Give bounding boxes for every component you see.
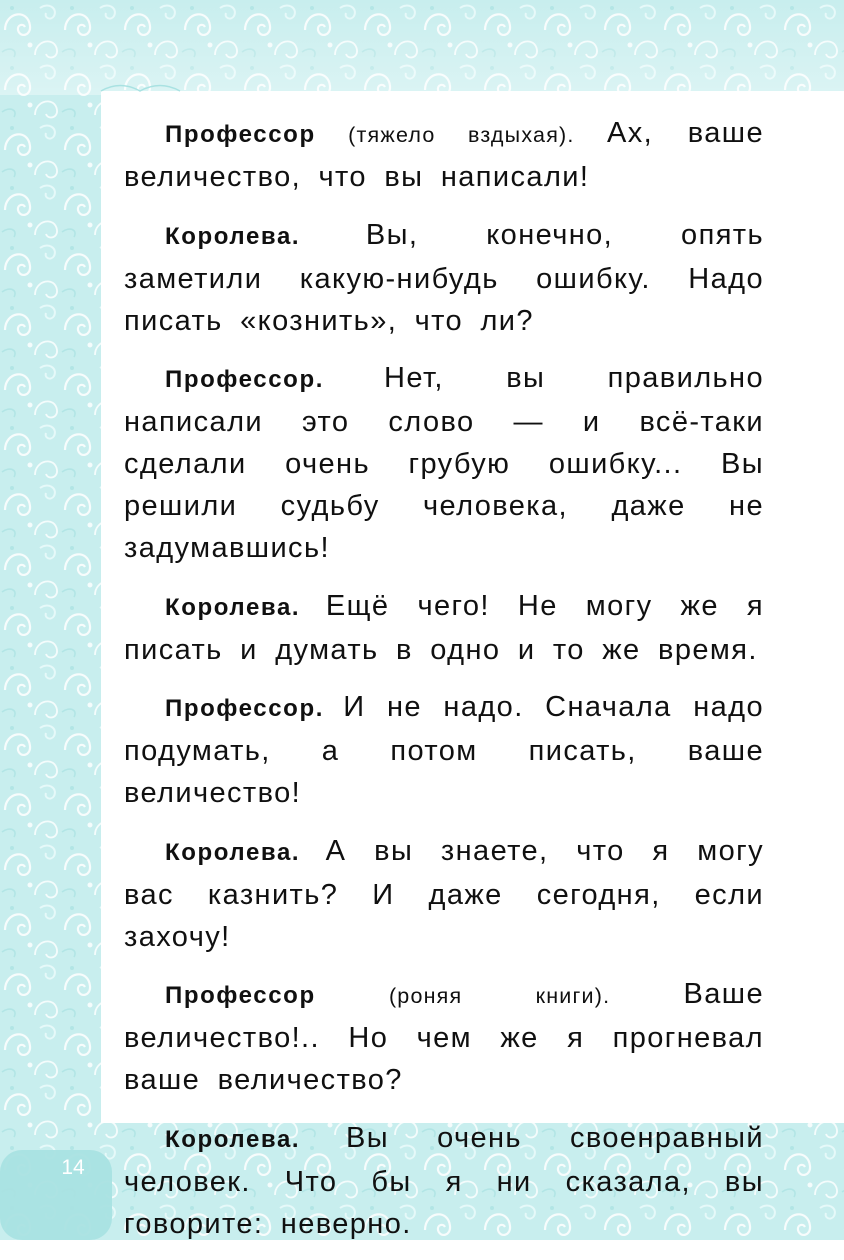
dialogue-line bbox=[124, 357, 764, 569]
stage-direction bbox=[300, 841, 325, 865]
line-text: И не надо. Сначала надо подумать, а потом писать, ваше величество! bbox=[124, 691, 764, 809]
dialogue-line bbox=[124, 585, 764, 671]
speaker-name: Профессор. bbox=[165, 695, 324, 722]
speaker-name: Королева. bbox=[165, 1125, 301, 1153]
speaker-name: Профессор bbox=[165, 121, 316, 148]
speaker-name: Королева. bbox=[165, 838, 301, 866]
dialogue-line bbox=[124, 112, 764, 198]
stage-direction: (тяжело вздыхая). bbox=[315, 123, 607, 147]
line-text: А вы знаете, что я могу вас казнить? И даже сегодня, если захочу! bbox=[124, 834, 764, 953]
stage-direction bbox=[300, 1128, 346, 1152]
line-text: Вы, конечно, опять заметили какую-нибудь ошибку. Надо писать «кознить», что ли? bbox=[124, 218, 764, 337]
speaker-name: Профессор bbox=[165, 982, 316, 1009]
speaker-name: Королева. bbox=[165, 222, 301, 250]
line-text: Ваше величество!.. Но чем же я прогневал ваше величество? bbox=[124, 978, 764, 1096]
stage-direction bbox=[324, 697, 343, 721]
dialogue-line bbox=[124, 973, 764, 1101]
line-text: Ещё чего! Не могу же я писать и думать в одно и то же время. bbox=[124, 589, 764, 666]
dialogue-line bbox=[124, 830, 764, 958]
dialogue-line bbox=[124, 686, 764, 814]
page-number: 14 bbox=[61, 1156, 85, 1179]
line-text: Ах, ваше величество, что вы написали! bbox=[124, 117, 765, 193]
stage-direction bbox=[300, 596, 326, 620]
line-text: Нет, вы правильно написали это слово — и всё-таки сделали очень грубую ошибку... Вы решили судьбу человека, даже не задумавшись! bbox=[124, 362, 764, 564]
dialogue-text bbox=[124, 112, 764, 1260]
stage-direction bbox=[324, 368, 384, 392]
speaker-name: Профессор. bbox=[165, 366, 324, 393]
line-text: Вы очень своенравный человек. Что бы я ни сказала, вы говорите: неверно. bbox=[124, 1121, 764, 1240]
stage-direction bbox=[300, 225, 366, 249]
speaker-name: Королева. bbox=[165, 593, 301, 621]
dialogue-line bbox=[124, 214, 764, 342]
dialogue-line bbox=[124, 1117, 764, 1245]
stage-direction: (роняя книги). bbox=[315, 984, 684, 1008]
